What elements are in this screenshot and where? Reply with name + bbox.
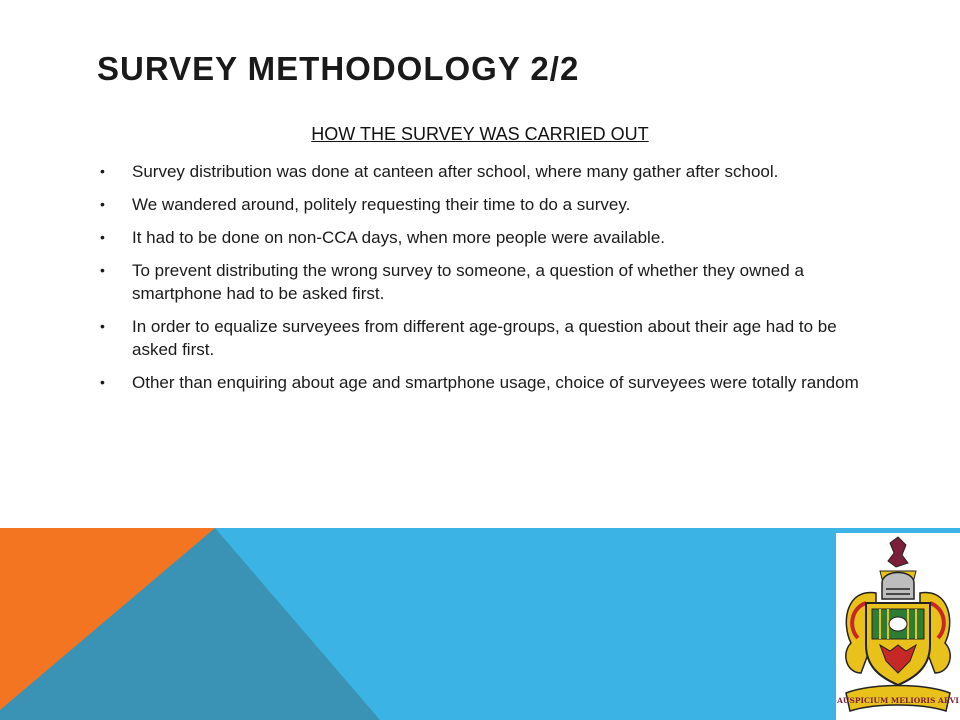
bullet-text: Other than enquiring about age and smartphone usage, choice of surveyees were totally random bbox=[132, 373, 859, 392]
bullet-list bbox=[100, 160, 860, 404]
slide-title: SURVEY METHODOLOGY 2/2 bbox=[97, 50, 580, 87]
bullet-icon: • bbox=[100, 229, 105, 245]
crest-motto: AUSPICIUM MELIORIS AEVI bbox=[837, 696, 959, 705]
slide-subtitle: HOW THE SURVEY WAS CARRIED OUT bbox=[311, 124, 649, 144]
bullet-text: To prevent distributing the wrong survey to someone, a question of whether they owned a smartphone had to be asked first. bbox=[132, 261, 804, 303]
bullet-item bbox=[100, 226, 860, 249]
bullet-item bbox=[100, 259, 860, 305]
bullet-text: Survey distribution was done at canteen after school, where many gather after school. bbox=[132, 162, 779, 181]
bullet-icon: • bbox=[100, 163, 105, 179]
bullet-item bbox=[100, 315, 860, 361]
bullet-item bbox=[100, 371, 860, 394]
bullet-item bbox=[100, 160, 860, 183]
banner-shapes bbox=[0, 528, 960, 720]
crest-icon bbox=[836, 533, 960, 720]
bullet-icon: • bbox=[100, 262, 105, 278]
decorative-banner bbox=[0, 528, 960, 720]
bullet-text: We wandered around, politely requesting their time to do a survey. bbox=[132, 195, 631, 214]
school-crest bbox=[836, 533, 960, 720]
bullet-text: In order to equalize surveyees from different age-groups, a question about their age had to be asked first. bbox=[132, 317, 837, 359]
bullet-text: It had to be done on non-CCA days, when more people were available. bbox=[132, 228, 666, 247]
bullet-item bbox=[100, 193, 860, 216]
bullet-icon: • bbox=[100, 196, 105, 212]
bullet-icon: • bbox=[100, 374, 105, 390]
bullet-icon: • bbox=[100, 318, 105, 334]
